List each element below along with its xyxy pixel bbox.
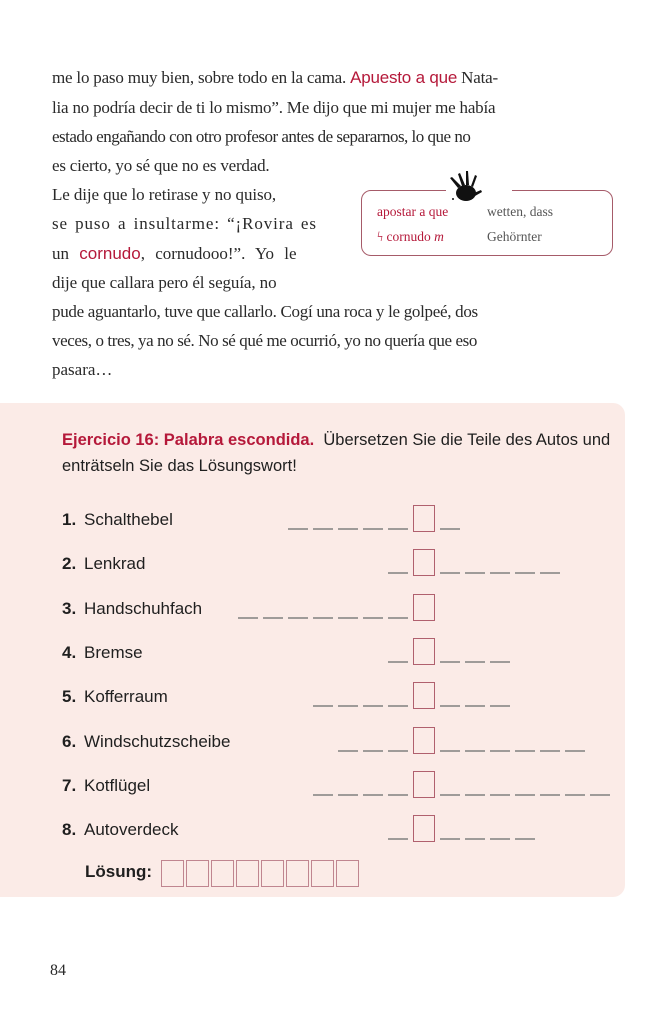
letter-blank[interactable] [515,794,535,796]
letter-blank[interactable] [313,705,333,707]
story-text: un [52,244,80,263]
solution-box[interactable] [186,860,209,887]
vocab-german: wetten, dass [487,204,553,219]
letter-blank[interactable] [465,838,485,840]
solution-letter-box[interactable] [413,549,435,576]
solution-box[interactable] [236,860,259,887]
item-word: Lenkrad [84,554,146,574]
solution-letter-box[interactable] [413,771,435,798]
letter-blank[interactable] [388,794,408,796]
letter-blank[interactable] [490,705,510,707]
letter-blank[interactable] [263,617,283,619]
item-number: 2. [62,554,77,574]
letter-blank[interactable] [338,617,358,619]
solution-box[interactable] [286,860,309,887]
answer-blanks-1[interactable] [288,504,465,532]
solution-letter-box[interactable] [413,505,435,532]
item-word: Kotflügel [84,775,151,795]
letter-blank[interactable] [490,572,510,574]
solution-label: Lösung: [85,862,153,881]
story-text: Nata- [457,68,498,87]
vocab-gender: m [434,229,444,244]
highlight-apuesto-a-que: Apuesto a que [350,68,458,87]
letter-blank[interactable] [490,794,510,796]
highlight-cornudo: cornudo [79,244,141,263]
story-line-7 [52,244,297,264]
letter-blank[interactable] [565,750,585,752]
letter-blank[interactable] [363,528,383,530]
letter-blank[interactable] [490,750,510,752]
letter-blank[interactable] [465,661,485,663]
letter-blank[interactable] [465,705,485,707]
answer-blanks-7[interactable] [313,770,615,798]
letter-blank[interactable] [565,794,585,796]
story-line-3: estado engañando con otro profesor antes de separarnos, lo que no [52,127,471,146]
letter-blank[interactable] [288,528,308,530]
answer-blanks-6[interactable] [338,726,590,754]
item-word: Handschuhfach [84,598,203,618]
item-number: 6. [62,731,77,751]
exercise-heading [62,427,622,479]
letter-blank[interactable] [363,750,383,752]
letter-blank[interactable] [313,794,333,796]
solution-letter-box[interactable] [413,594,435,621]
letter-blank[interactable] [490,838,510,840]
story-line-10: veces, o tres, ya no sé. No sé qué me ocurrió, yo no quería que eso [52,331,477,350]
letter-blank[interactable] [490,661,510,663]
exercise-item-6 [62,732,230,752]
letter-blank[interactable] [388,528,408,530]
letter-blank[interactable] [465,750,485,752]
letter-blank[interactable] [338,750,358,752]
letter-blank[interactable] [363,617,383,619]
answer-blanks-5[interactable] [313,681,515,709]
item-word: Kofferraum [84,687,168,707]
letter-blank[interactable] [440,572,460,574]
hand-print-icon [444,166,484,206]
solution-box[interactable] [261,860,284,887]
solution-box[interactable] [336,860,359,887]
letter-blank[interactable] [313,528,333,530]
letter-blank[interactable] [313,617,333,619]
solution-letter-box[interactable] [413,815,435,842]
vocab-entry-2 [377,229,542,245]
letter-blank[interactable] [440,750,460,752]
exercise-title: Ejercicio 16: Palabra escondida. [62,431,315,449]
answer-blanks-8[interactable] [388,814,540,842]
item-number: 4. [62,642,77,662]
letter-blank[interactable] [388,838,408,840]
answer-blanks-3[interactable] [238,593,440,621]
story-line-9: pude aguantarlo, tuve que callarlo. Cogí una roca y le golpeé, dos [52,302,478,321]
letter-blank[interactable] [388,617,408,619]
vocab-spanish: apostar a que [377,204,449,219]
letter-blank[interactable] [465,794,485,796]
letter-blank[interactable] [465,572,485,574]
letter-blank[interactable] [515,750,535,752]
solution-letter-box[interactable] [413,638,435,665]
item-number: 3. [62,598,77,618]
letter-blank[interactable] [388,750,408,752]
item-number: 1. [62,510,77,529]
letter-blank[interactable] [440,528,460,530]
letter-blank[interactable] [540,572,560,574]
page-number: 84 [50,962,66,979]
item-number: 5. [62,687,77,707]
letter-blank[interactable] [338,528,358,530]
vocab-german: Gehörnter [487,229,542,244]
letter-blank[interactable] [388,661,408,663]
story-line-2: lia no podría decir de ti lo mismo”. Me dijo que mi mujer me había [52,98,496,117]
story-line-6: se puso a insultarme: “¡Rovira es [52,214,317,233]
item-word: Bremse [84,642,143,662]
exercise-item-1 [62,510,173,530]
letter-blank[interactable] [288,617,308,619]
story-line-8: dije que callara pero él seguía, no [52,273,277,292]
exercise-item-8 [62,820,179,840]
item-word: Windschutzscheibe [84,731,231,751]
solution-box[interactable] [161,860,184,887]
letter-blank[interactable] [540,750,560,752]
item-word: Autoverdeck [84,820,179,840]
letter-blank[interactable] [540,794,560,796]
exercise-instruction: Übersetzen Sie die Teile des Autos und enträtseln Sie das Lösungswort! [62,431,611,475]
item-word: Schalthebel [84,510,173,529]
vocab-entry-1 [377,204,553,220]
story-line-11: pasara… [52,360,113,379]
vocab-spanish: cornudo [386,229,431,244]
letter-blank[interactable] [590,794,610,796]
solution-box[interactable] [311,860,334,887]
letter-blank[interactable] [338,705,358,707]
exercise-item-2 [62,554,145,574]
letter-blank[interactable] [363,794,383,796]
letter-blank[interactable] [338,794,358,796]
letter-blank[interactable] [388,705,408,707]
letter-blank[interactable] [440,838,460,840]
item-number: 8. [62,820,77,840]
letter-blank[interactable] [515,838,535,840]
exercise-item-3 [62,599,202,619]
answer-blanks-2[interactable] [388,548,565,576]
letter-blank[interactable] [388,572,408,574]
story-text: me lo paso muy bien, sobre todo en la cama. [52,68,351,87]
letter-blank[interactable] [363,705,383,707]
letter-blank[interactable] [515,572,535,574]
exercise-item-5 [62,687,168,707]
story-text: , cornudooo!”. Yo le [140,244,297,263]
story-line-4: es cierto, yo sé que no es verdad. [52,156,270,175]
letter-blank[interactable] [440,794,460,796]
letter-blank[interactable] [440,661,460,663]
vocabulary-box [361,190,613,256]
solution-letter-box[interactable] [413,682,435,709]
story-line-1 [52,68,498,88]
solution-boxes [161,860,361,887]
answer-blanks-4[interactable] [388,637,515,665]
exercise-item-4 [62,643,143,663]
item-number: 7. [62,775,77,795]
solution-box[interactable] [211,860,234,887]
letter-blank[interactable] [238,617,258,619]
letter-blank[interactable] [440,705,460,707]
vocab-marker-icon: ϟ [377,229,384,244]
exercise-item-7 [62,776,150,796]
solution-letter-box[interactable] [413,727,435,754]
story-line-5: Le dije que lo retirase y no quiso, [52,185,277,204]
